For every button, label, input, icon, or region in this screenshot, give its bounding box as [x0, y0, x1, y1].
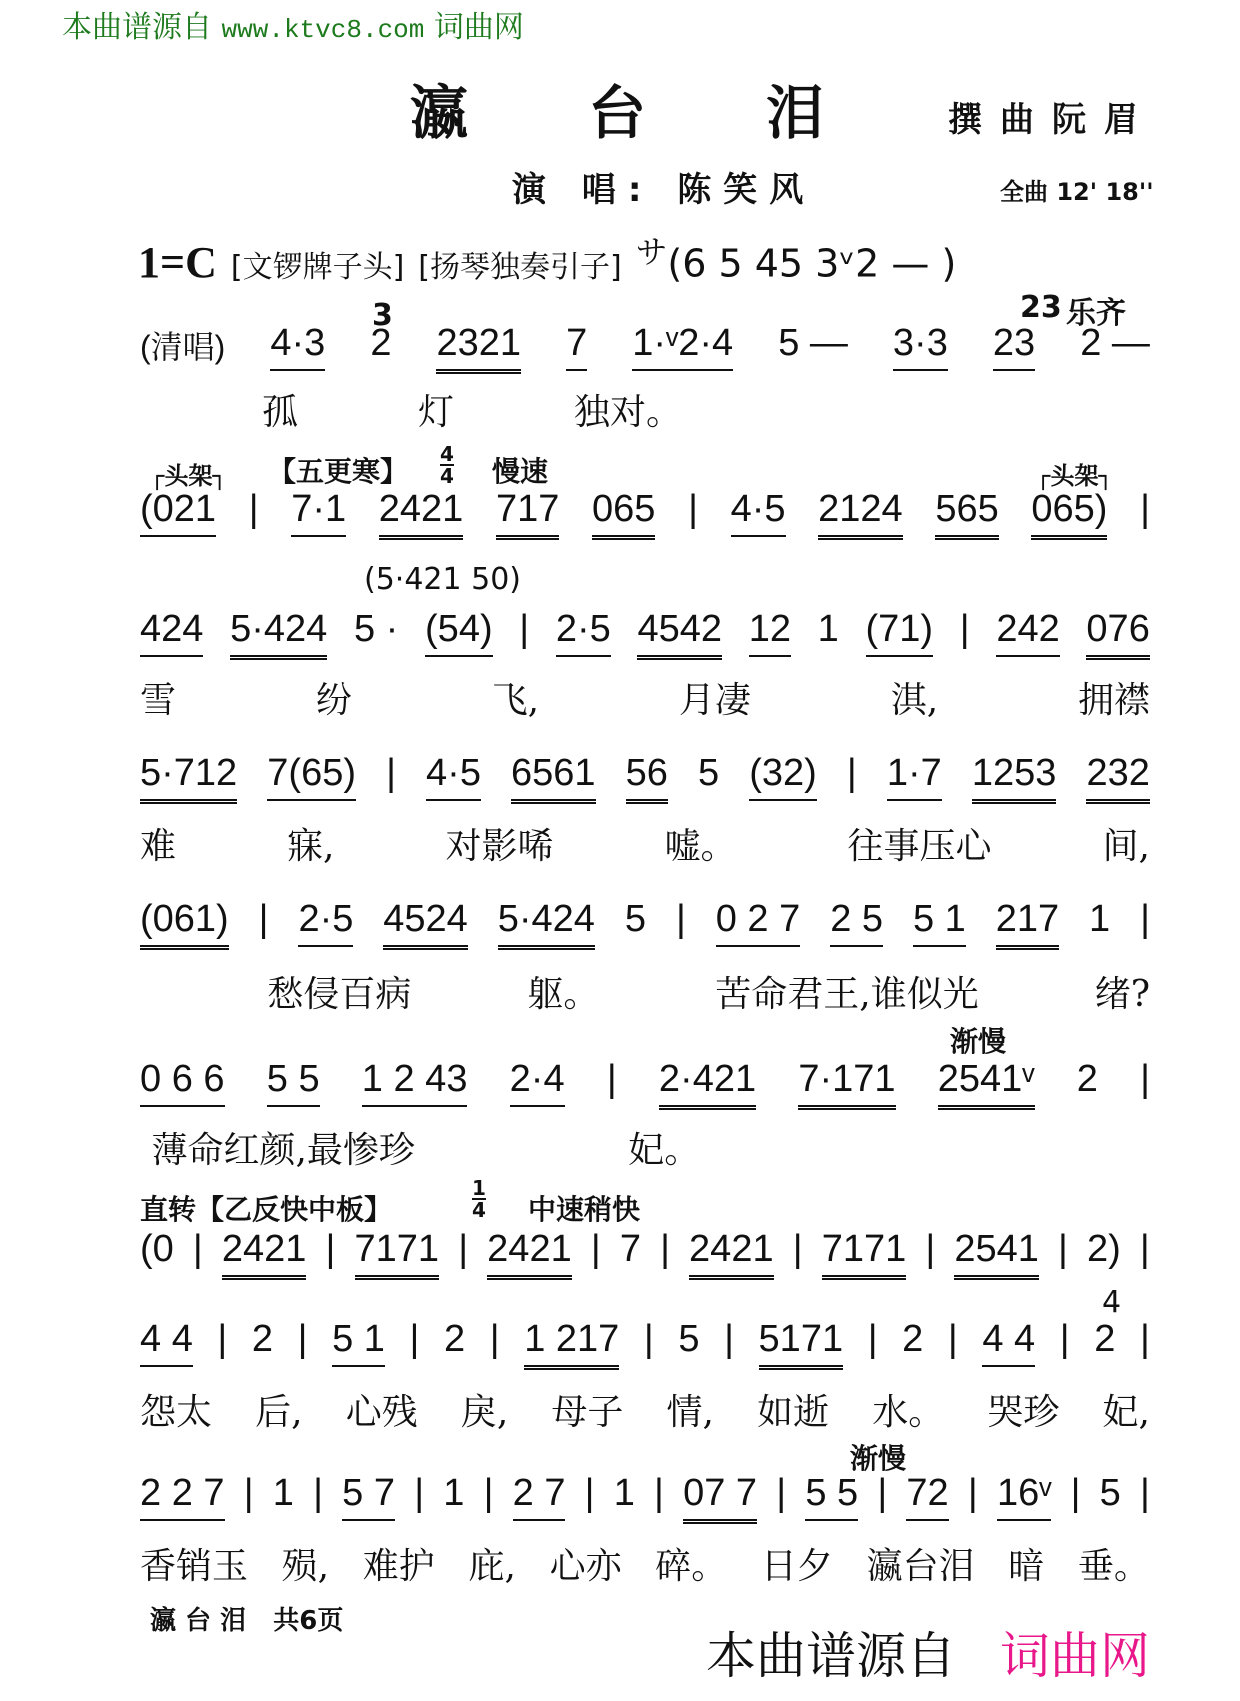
note-group: 217: [996, 898, 1059, 950]
note-group: 7·171: [798, 1058, 895, 1110]
note-group: 5·712: [140, 752, 237, 804]
bar-line: |: [217, 1318, 228, 1360]
note-group: 4 4: [982, 1318, 1035, 1367]
note-group: 2 7: [513, 1472, 566, 1521]
lyric-segment: 间,: [1102, 826, 1150, 867]
notation-row: [140, 608, 1150, 660]
note-group: 1·ᵛ2·4: [632, 322, 733, 371]
instruction-yue-qi: 乐齐: [1066, 296, 1126, 331]
lyric-segment: 瀛台泪: [866, 1546, 975, 1587]
note-group: 7(65): [267, 752, 356, 801]
lyric-segment: 难护: [362, 1546, 435, 1587]
lyrics-line: [140, 672, 1150, 723]
lyric-segment: 对影唏: [445, 826, 554, 867]
bar-line: |: [675, 898, 686, 940]
note-group: 2: [902, 1318, 924, 1360]
lyrics-line: [140, 1538, 1150, 1589]
lyric-segment: 雪: [140, 680, 177, 721]
lyric-segment: 殒,: [281, 1546, 330, 1587]
bar-line: |: [959, 608, 970, 650]
note-group: 5 —: [778, 322, 848, 364]
lyric-segment: 躯。: [527, 974, 600, 1015]
meter-4-4: $\frac{4}{4}$: [440, 442, 454, 488]
notation-row: [140, 488, 1150, 540]
note-group: 2541ᵛ: [938, 1058, 1035, 1110]
lyric-segment: 暗: [1008, 1546, 1045, 1587]
lyric-segment: 淇,: [890, 680, 939, 721]
bar-line: |: [297, 1318, 308, 1360]
duration: 全曲 12' 18'': [1000, 178, 1154, 206]
bar-line: |: [877, 1472, 888, 1514]
note-group: 2): [1086, 1228, 1121, 1270]
lyrics-line: [262, 384, 682, 435]
note-group: 424: [140, 608, 203, 657]
note-group: 1253: [972, 752, 1057, 804]
note-group: (71): [866, 608, 934, 657]
note-group: 5 5: [805, 1472, 858, 1521]
note-group: 5: [698, 752, 720, 794]
lyric-segment: 怨太: [140, 1392, 213, 1433]
section-label: [扬琴独奏引子]: [418, 249, 622, 285]
note-group: 5 5: [267, 1058, 320, 1107]
bar-line: |: [584, 1472, 595, 1514]
bar-line: |: [1140, 1058, 1150, 1100]
bar-line: |: [1070, 1472, 1081, 1514]
lyric-segment: 哭珍: [987, 1392, 1060, 1433]
note-group: (061): [140, 898, 229, 950]
note-group: 07 7: [683, 1472, 757, 1524]
note-group: 7171: [822, 1228, 907, 1280]
bar-line: |: [846, 752, 857, 794]
bar-line: |: [967, 1472, 978, 1514]
lyric-segment: 妃,: [1102, 1392, 1150, 1433]
section-label: [文锣牌子头]: [230, 249, 405, 285]
bar-line: |: [519, 608, 530, 650]
note-group: 2·5: [556, 608, 611, 657]
bar-line: |: [867, 1318, 878, 1360]
note-group: 2: [1094, 1318, 1116, 1360]
lyrics-line: [140, 818, 1150, 869]
note-group: 5: [1099, 1472, 1121, 1514]
bar-line: |: [192, 1228, 203, 1270]
page-footer: 瀛 台 泪 共6页: [150, 1606, 344, 1636]
lyric-segment: 飞,: [491, 680, 540, 721]
lyric-segment: [140, 966, 151, 1017]
note-group: 2 2 7: [140, 1472, 225, 1521]
singer: 演 唱: 陈笑风: [512, 170, 816, 210]
note-group: 5: [678, 1318, 700, 1360]
lyric-segment: 绪?: [1094, 974, 1150, 1015]
bar-line: |: [489, 1318, 500, 1360]
note-group: 5·424: [498, 898, 595, 950]
bar-line: |: [925, 1228, 936, 1270]
note-group: 2: [251, 1318, 274, 1360]
intro-notes: [636, 228, 957, 286]
lyric-segment: 后,: [255, 1392, 303, 1433]
note-group: 16ᵛ: [997, 1472, 1051, 1521]
note-group: 56: [626, 752, 668, 804]
note-group: (0: [140, 1228, 174, 1270]
lyric-segment: 薄命红颜,最惨珍: [140, 1130, 415, 1171]
tou-jia-marker: ┌头架┐: [1036, 462, 1113, 490]
notation-row: [140, 322, 1150, 374]
lyric-segment: 月凄: [678, 680, 751, 721]
note-group: 0 6 6: [140, 1058, 225, 1107]
notation-row: [140, 898, 1150, 950]
note-group: 1: [1089, 898, 1111, 940]
notation-row: [140, 1228, 1150, 1280]
note-group: (021: [140, 488, 216, 537]
lyric-segment: 心亦: [549, 1546, 622, 1587]
note-group: 7171: [355, 1228, 440, 1280]
grace-note: 3: [372, 298, 393, 333]
note-group: 0 2 7: [716, 898, 801, 947]
free-meter-mark: サ: [635, 235, 668, 271]
bar-line: |: [1139, 1228, 1150, 1270]
note-group: 6561: [511, 752, 596, 804]
bar-line: |: [458, 1228, 469, 1270]
lyric-segment: [1139, 1122, 1150, 1173]
lyrics-line: [140, 1384, 1150, 1435]
lyric-segment: 庇,: [468, 1546, 516, 1587]
note-group: 2421: [487, 1228, 572, 1280]
bar-line: |: [409, 1318, 420, 1360]
note-group: 2·4: [510, 1058, 565, 1107]
notation-row: [140, 752, 1150, 804]
note-group: 4524: [383, 898, 468, 950]
composer: 撰曲阮眉: [948, 100, 1156, 140]
note-group: 1: [817, 608, 839, 650]
bar-line: |: [1140, 898, 1150, 940]
lyric-segment: 愁侵百病: [267, 974, 412, 1015]
note-group: 4·5: [731, 488, 786, 537]
bar-line: |: [1140, 488, 1150, 530]
tempo-ritardando: 渐慢: [850, 1442, 907, 1475]
note-group: 5 ·: [353, 608, 399, 650]
bar-line: |: [414, 1472, 425, 1514]
note-group: 2·5: [298, 898, 353, 947]
note-group: 72: [906, 1472, 948, 1521]
note-group: (54): [425, 608, 493, 657]
note-group: 1: [613, 1472, 635, 1514]
alternate-notes: (5·421 50): [364, 562, 522, 597]
note-group: 065: [592, 488, 655, 540]
note-group: 2: [443, 1318, 466, 1360]
note-group: 5171: [759, 1318, 844, 1370]
tune-name: 【五更寒】: [268, 455, 409, 488]
note-group: 23: [993, 322, 1035, 371]
note-group: 3·3: [893, 322, 948, 371]
lyric-segment: 纷: [315, 680, 352, 721]
lyrics-line: [140, 1122, 1150, 1173]
note-group: 7: [619, 1228, 641, 1270]
note-group: 1: [272, 1472, 294, 1514]
bar-line: |: [1059, 1318, 1070, 1360]
lyric-segment: 妃。: [628, 1130, 701, 1171]
note-group: 2421: [222, 1228, 307, 1280]
lyric-segment: 香销玉: [140, 1546, 249, 1587]
lyric-segment: 心残: [345, 1392, 418, 1433]
note-group: 2: [1076, 1058, 1098, 1100]
bar-line: |: [258, 898, 269, 940]
bar-line: |: [654, 1472, 664, 1514]
note-group: 5 7: [342, 1472, 395, 1521]
lyric-segment: 独对。: [573, 392, 682, 433]
note-group: 5: [624, 898, 647, 940]
bar-line: |: [590, 1228, 601, 1270]
lyrics-line: [140, 966, 1150, 1017]
meter-1-4: $\frac{1}{4}$: [472, 1176, 486, 1222]
note-group: 4 4: [140, 1318, 193, 1367]
section-change: 直转【乙反快中板】: [140, 1193, 393, 1226]
lyric-segment: 情,: [666, 1392, 714, 1433]
bar-line: |: [947, 1318, 958, 1360]
note-group: 242: [996, 608, 1059, 657]
lyric-segment: 难: [140, 826, 177, 867]
note-group: 065): [1031, 488, 1107, 540]
lyric-segment: 水。: [872, 1392, 945, 1433]
lyric-segment: 母子: [551, 1392, 624, 1433]
watermark-bottom: [706, 1616, 1150, 1688]
bar-line: |: [1139, 1318, 1150, 1360]
key-signature: 1=C: [138, 237, 217, 287]
note-group: (32): [749, 752, 817, 801]
watermark-url[interactable]: www.ktvc8.com: [221, 15, 425, 45]
bar-line: |: [243, 1472, 254, 1514]
note-group: 2541: [954, 1228, 1039, 1280]
bar-line: |: [643, 1318, 654, 1360]
lyric-segment: 戾,: [460, 1392, 509, 1433]
note-group: 2 —: [1080, 322, 1150, 364]
lyric-segment: 垂。: [1077, 1546, 1150, 1587]
note-group: 7·1: [291, 488, 346, 537]
watermark-top: [62, 2, 524, 46]
bar-line: |: [724, 1318, 734, 1360]
lyric-segment: [914, 1122, 925, 1173]
note-group: 717: [496, 488, 559, 540]
note-group: 1·7: [887, 752, 942, 801]
watermark-bottom-black: 本曲谱源自: [706, 1627, 956, 1685]
grace-note: 4: [1102, 1285, 1122, 1320]
lyric-segment: 碎。: [655, 1546, 728, 1587]
note-group: 1: [443, 1472, 465, 1514]
bar-line: |: [660, 1228, 670, 1270]
bar-line: |: [313, 1472, 323, 1514]
note-group: 565: [935, 488, 998, 540]
bar-line: |: [1057, 1228, 1068, 1270]
bar-line: |: [688, 488, 698, 530]
lyric-segment: 日夕: [760, 1546, 833, 1587]
notation-row: [140, 1058, 1150, 1110]
key-line: [138, 228, 956, 288]
note-group: 2421: [379, 488, 464, 540]
note-group: 2124: [818, 488, 903, 540]
tempo-slow: 慢速: [492, 455, 549, 488]
note-group: 232: [1086, 752, 1149, 804]
notation-row: [140, 1318, 1150, 1370]
lyric-segment: 嘘。: [664, 826, 737, 867]
lyric-segment: 灯: [417, 392, 454, 433]
bar-line: |: [776, 1472, 787, 1514]
note-group: 12: [749, 608, 791, 657]
note-group: 2421: [689, 1228, 774, 1280]
lyric-segment: 寐,: [287, 826, 335, 867]
note-group: 1 2 43: [362, 1058, 468, 1107]
note-group: 7: [566, 322, 587, 371]
bar-line: |: [792, 1228, 803, 1270]
note-group: 2321: [436, 322, 521, 374]
grace-note: 23: [1020, 290, 1062, 325]
note-group: 5·424: [230, 608, 327, 660]
bar-line: |: [483, 1472, 494, 1514]
note-group: 076: [1086, 608, 1149, 660]
lyric-segment: 苦命君王,谁似光: [715, 974, 979, 1015]
bar-line: |: [248, 488, 259, 530]
lyric-segment: 拥襟: [1077, 680, 1150, 721]
intro-notes-text: (6 5 45 3ᵛ2 — ): [667, 241, 957, 286]
lyric-segment: 孤: [262, 392, 299, 433]
bar-line: |: [1140, 1472, 1150, 1514]
lyric-segment: 往事压心: [847, 826, 992, 867]
note-group: 2 5: [830, 898, 883, 947]
watermark-suffix: 词曲网: [424, 10, 524, 45]
bar-line: |: [606, 1058, 617, 1100]
lyric-segment: 如逝: [757, 1392, 830, 1433]
watermark-bottom-pink: 词曲网: [1000, 1627, 1150, 1685]
note-group: 2·421: [659, 1058, 756, 1110]
note-group: 4·3: [270, 322, 325, 371]
note-group: 4542: [637, 608, 722, 660]
bar-line: |: [325, 1228, 336, 1270]
note-group: 5 1: [913, 898, 966, 947]
bar-line: |: [386, 752, 396, 794]
notation-row: [140, 1472, 1150, 1524]
tempo-ritardando: 渐慢: [950, 1025, 1007, 1058]
note-group: 2: [370, 322, 392, 364]
song-title: 瀛台泪: [410, 79, 945, 147]
performance-mark: (清唱): [140, 329, 226, 365]
note-group: 4·5: [426, 752, 481, 801]
note-group: 5 1: [332, 1318, 385, 1367]
note-group: 1 217: [524, 1318, 619, 1370]
tou-jia-marker: ┌头架┐: [150, 462, 227, 490]
tempo-moderate: 中速稍快: [528, 1193, 641, 1226]
watermark-prefix: 本曲谱源自: [62, 10, 222, 45]
